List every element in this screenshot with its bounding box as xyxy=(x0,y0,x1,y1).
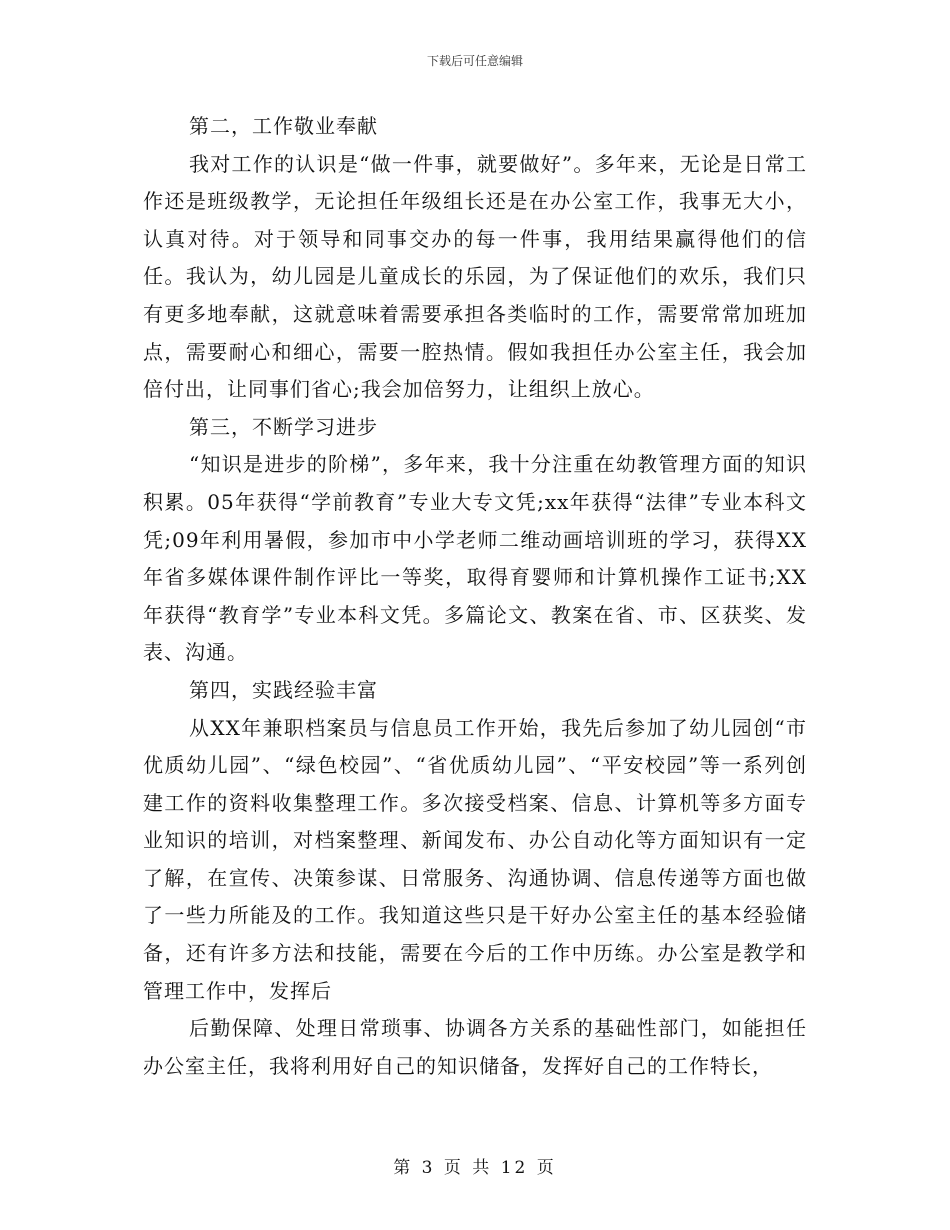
paragraph-practical-experience: 从XX年兼职档案员与信息员工作开始，我先后参加了幼儿园创“市优质幼儿园”、“绿色校园”、“省优质幼儿园”、“平安校园”等一系列创建工作的资料收集整理工作。多次接受档案、信息、计算机等多方面专业知识的培训，对档案整理、新闻发布、办公自动化等方面知识有一定了解，在宣传、决策参谋、日常服务、沟通协调、信息传递等方面也做了一些力所能及的工作。我知道这些只是干好办公室主任的基本经验储备，还有许多方法和技能，需要在今后的工作中历练。办公室是教学和管理工作中，发挥后 xyxy=(143,715,807,1003)
section-heading-4: 第四，实践经验丰富 xyxy=(189,677,378,702)
document-body xyxy=(143,108,807,1085)
paragraph-continuation: 后勤保障、处理日常琐事、协调各方关系的基础性部门，如能担任办公室主任，我将利用好自己的知识储备，发挥好自己的工作特长， xyxy=(143,1016,807,1078)
section-heading-2: 第二，工作敬业奉献 xyxy=(189,114,378,138)
section-heading-3: 第三，不断学习进步 xyxy=(189,414,378,439)
page-header-note: 下载后可任意编辑 xyxy=(426,54,523,68)
page-number-footer: 第 3 页 共 12 页 xyxy=(393,1158,557,1178)
paragraph-work-dedication: 我对工作的认识是“做一件事，就要做好”。多年来，无论是日常工作还是班级教学，无论担任年级组长还是在办公室工作，我事无大小，认真对待。对于领导和同事交办的每一件事，我用结果赢得他们的信任。我认为，幼儿园是儿童成长的乐园，为了保证他们的欢乐，我们只有更多地奉献，这就意味着需要承担各类临时的工作，需要常常加班加点，需要耐心和细心，需要一腔热情。假如我担任办公室主任，我会加倍付出，让同事们省心;我会加倍努力，让组织上放心。 xyxy=(143,151,807,402)
paragraph-continuous-learning: “知识是进步的阶梯”，多年来，我十分注重在幼教管理方面的知识积累。05年获得“学前教育”专业大专文凭;xx年获得“法律”专业本科文凭;09年利用暑假，参加市中小学老师二维动画培训班的学习，获得XX年省多媒体课件制作评比一等奖，取得育婴师和计算机操作工证书;XX年获得“教育学”专业本科文凭。多篇论文、教案在省、市、区获奖、发表、沟通。 xyxy=(143,452,807,665)
